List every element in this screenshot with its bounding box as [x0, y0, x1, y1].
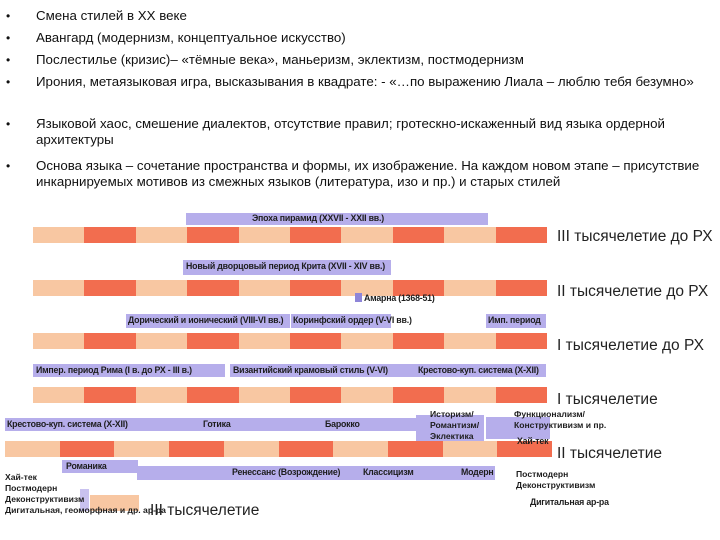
century-segment — [388, 441, 443, 457]
century-segment — [341, 333, 393, 349]
period-rome-label: Импер. период Рима (I в. до РХ - III в.) — [36, 365, 192, 375]
century-segment — [290, 280, 342, 296]
period-historicism-line: Романтизм/ — [430, 420, 480, 430]
architecture-timeline — [0, 205, 720, 540]
period-baroque-label: Барокко — [325, 419, 360, 429]
bullet-text: Основа языка – сочетание пространства и формы, их изображение. На каждом новом этапе – присутствие инкарнируемых мотивов из смежных языков (литература, изо и пр.) и старых стилей — [36, 158, 700, 189]
century-segment — [341, 227, 393, 243]
century-segment — [444, 280, 496, 296]
bullet-dot: • — [6, 53, 11, 67]
period-left-stack-line: Хай-тек — [5, 472, 37, 482]
period-corinth-label: Коринфский ордер (V-VI вв.) — [293, 315, 412, 325]
period-postmodern-right-label — [516, 469, 595, 491]
century-segment — [443, 441, 498, 457]
century-segment — [279, 441, 334, 457]
period-doric-label: Дорический и ионический (VIII-VI вв.) — [128, 315, 284, 325]
period-imperial-label: Имп. период — [488, 315, 541, 325]
millennium-label-2-bc: II тысячелетие до РХ — [557, 283, 709, 300]
century-segment — [239, 280, 291, 296]
period-gothic-baroque-band — [137, 418, 416, 431]
bullet-dot: • — [6, 159, 11, 173]
century-segment — [290, 227, 342, 243]
millennium-label-1-bc: I тысячелетие до РХ — [557, 337, 704, 354]
period-modern-label: Модерн — [461, 467, 494, 477]
bullet-dot: • — [6, 31, 11, 45]
century-segment — [187, 387, 239, 403]
period-left-stack-label — [5, 472, 166, 516]
century-segment — [393, 227, 445, 243]
century-segment — [33, 387, 85, 403]
century-segment — [84, 227, 136, 243]
period-crete-label: Новый дворцовый период Крита (XVII - XIV вв.) — [186, 261, 385, 271]
period-historicism-label — [430, 409, 479, 442]
century-segment — [136, 227, 188, 243]
bullet-text: Послестилье (кризис)– «тёмные века», маньеризм, эклектизм, постмодернизм — [36, 52, 524, 67]
century-segment — [84, 387, 136, 403]
period-functionalism-line: Функционализм/ — [514, 409, 585, 419]
century-segment — [393, 387, 445, 403]
century-segment — [444, 387, 496, 403]
period-cross-dome-2-label: Крестово-куп. система (X-XII) — [7, 419, 128, 429]
period-cross-dome-1-label: Крестово-куп. система (X-XII) — [418, 365, 539, 375]
century-segment — [496, 333, 548, 349]
century-segment — [169, 441, 224, 457]
century-segment — [393, 333, 445, 349]
period-left-stack-line: Деконструктивизм — [5, 494, 85, 504]
period-left-stack-line: Дигитальная, геоморфная и др. ар-ра — [5, 505, 166, 515]
century-segment — [187, 227, 239, 243]
century-segment — [496, 387, 548, 403]
period-functionalism-line: Конструктивизм и пр. — [514, 420, 607, 430]
bullet-text: Авангард (модернизм, концептуальное искусство) — [36, 30, 346, 45]
century-segment — [290, 333, 342, 349]
century-segment — [187, 333, 239, 349]
century-segment — [496, 280, 548, 296]
century-segment — [114, 441, 169, 457]
century-segment — [444, 333, 496, 349]
century-segment — [187, 280, 239, 296]
century-segment — [136, 333, 188, 349]
century-segment — [239, 227, 291, 243]
bullet-text: Смена стилей в XX веке — [36, 8, 187, 23]
period-romanesque-label: Романика — [66, 461, 107, 471]
bullet-text: Ирония, метаязыковая игра, высказывания в квадрате: - «…по выражению Лиала – люблю тебя безумно» — [36, 74, 694, 89]
bullet-dot: • — [6, 75, 11, 89]
century-segment — [33, 333, 85, 349]
century-segment — [239, 333, 291, 349]
century-segment — [333, 441, 388, 457]
period-functionalism-label — [514, 409, 606, 431]
period-left-stack-line: Постмодерн — [5, 483, 58, 493]
period-historicism-line: Историзм/ — [430, 409, 474, 419]
period-hightech-label: Хай-тек — [517, 436, 549, 446]
century-segment — [84, 333, 136, 349]
bullet-dot: • — [6, 9, 11, 23]
period-postmodern-line: Деконструктивизм — [516, 480, 596, 490]
period-postmodern-line: Постмодерн — [516, 469, 569, 479]
century-segment — [136, 280, 188, 296]
century-segment — [290, 387, 342, 403]
century-segment — [496, 227, 548, 243]
century-segment — [33, 227, 85, 243]
period-byzantine-label: Византийский крамовый стиль (V-VI) — [233, 365, 388, 375]
century-segment — [60, 441, 115, 457]
period-renaissance-label: Ренессанс (Возрождение) — [232, 467, 341, 477]
century-segment — [444, 227, 496, 243]
period-gothic-label: Готика — [203, 419, 231, 429]
period-pyramids-label: Эпоха пирамид (XXVII - XXII вв.) — [252, 213, 384, 223]
century-segment — [84, 280, 136, 296]
period-digital-right-label: Дигитальная ар-ра — [530, 497, 609, 507]
millennium-label-3-ad: III тысячелетие — [150, 502, 260, 519]
millennium-label-3-bc: III тысячелетие до РХ — [557, 228, 713, 245]
century-segment — [239, 387, 291, 403]
period-amarna-marker — [355, 293, 362, 302]
bullet-dot: • — [6, 117, 11, 131]
century-segment — [136, 387, 188, 403]
millennium-label-1-ad: I тысячелетие — [557, 391, 658, 408]
period-historicism-line: Эклектика — [430, 431, 474, 441]
century-segment — [5, 441, 60, 457]
period-classicism-label: Классицизм — [363, 467, 414, 477]
century-segment — [224, 441, 279, 457]
period-amarna-label: Амарна (1368-51) — [364, 293, 435, 303]
century-segment — [33, 280, 85, 296]
millennium-label-2-ad: II тысячелетие — [557, 445, 663, 462]
century-segment — [341, 387, 393, 403]
bullet-text: Языковой хаос, смешение диалектов, отсутствие правил; гротескно-искаженный вид языка ордерной архитектуры — [36, 116, 665, 147]
